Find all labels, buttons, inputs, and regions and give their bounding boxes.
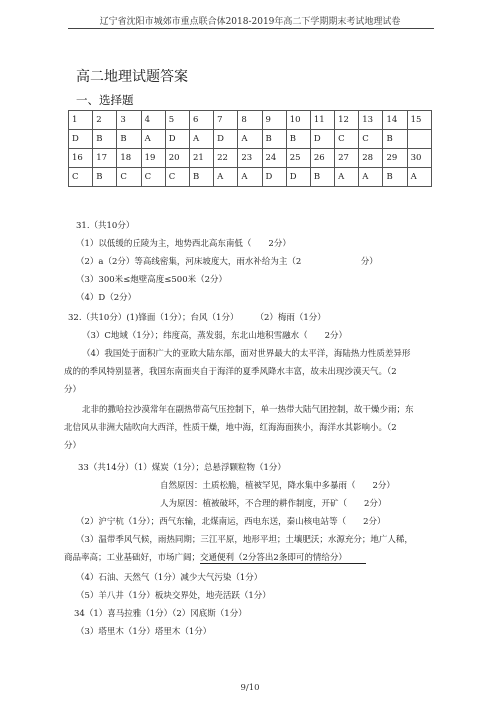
q32-part4-line2: 成的的季风特别显著，我国东南面夹自于海洋的夏季风降水丰富，故未出现沙漠天气。（2 — [64, 367, 397, 377]
answer-cell: A — [238, 130, 262, 149]
q33-part4: （4）石油、天然气（1分）减少大气污染（1分） — [76, 573, 263, 583]
question-number-cell: 28 — [359, 149, 383, 168]
answer-cell: D — [69, 130, 93, 149]
answer-cell: D — [165, 130, 189, 149]
question-number-row — [69, 111, 432, 130]
question-number-cell: 30 — [407, 149, 431, 168]
question-number-cell: 2 — [93, 111, 117, 130]
question-number-cell: 29 — [383, 149, 407, 168]
question-number-cell: 20 — [165, 149, 189, 168]
document-title: 高二地理试题答案 — [76, 69, 188, 85]
q33-part3-line1: （3）温带季风气候，雨热同期；三江平原，地形平坦；土壤肥沃；水源充分；地广人稀， — [76, 535, 413, 545]
question-number-cell: 22 — [214, 149, 238, 168]
answer-cell: B — [262, 130, 286, 149]
answer-cell: B — [383, 168, 407, 187]
q32-part4-line1: （4）我国处于面积广大的亚欧大陆东部，面对世界最大的太平洋，海陆热力性质差异形 — [82, 349, 411, 359]
question-number-cell: 5 — [165, 111, 189, 130]
question-number-cell: 15 — [407, 111, 431, 130]
q32-part4-line5: 北信风从非洲大陆吹向大西洋，性质干燥，地中海，红海海面狭小，海洋水其影响小。（2 — [64, 423, 397, 433]
page-header: 辽宁省沈阳市城郊市重点联合体2018-2019年高二下学期期末考试地理试卷 — [99, 17, 401, 27]
question-number-cell: 16 — [69, 149, 93, 168]
question-number-cell: 23 — [238, 149, 262, 168]
question-number-cell: 27 — [335, 149, 359, 168]
answer-cell: A — [238, 168, 262, 187]
question-number-cell: 18 — [117, 149, 141, 168]
question-number-cell: 21 — [189, 149, 213, 168]
answer-row — [69, 168, 432, 187]
q34-part1-2: 34（1）喜马拉雅（1分）（2）冈底斯（1分） — [74, 609, 247, 619]
answer-cell: D — [214, 130, 238, 149]
q32-part3: （3）C地域（1分）；纬度高，蒸发弱，东北山地积雪融水（ 2分） — [82, 331, 347, 341]
question-number-cell: 9 — [262, 111, 286, 130]
q34-part3: （3）塔里木（1分）塔里木（1分） — [76, 627, 212, 637]
answer-cell: A — [335, 168, 359, 187]
question-number-cell: 8 — [238, 111, 262, 130]
question-number-cell: 7 — [214, 111, 238, 130]
header-rule — [68, 28, 434, 29]
answer-cell: C — [359, 130, 383, 149]
q33-part5: （5）羊八井（1分）板块交界处，地壳活跃（1分） — [76, 591, 271, 601]
q32-part4-line4: 北非的撒哈拉沙漠常年在副热带高气压控制下，单一热带大陆气团控制，故干燥少雨；东 — [82, 405, 414, 415]
q33-part3-line2: 商品率高；工业基础好，市场广阔；交通便利（2分答出2条即可的情给分） — [64, 553, 347, 563]
question-number-row — [69, 149, 432, 168]
answer-cell: A — [189, 130, 213, 149]
q33-natural-causes: 自然原因：土质松脆，植被罕见，降水集中多暴雨（ 2分） — [160, 481, 395, 491]
question-number-cell: 26 — [310, 149, 334, 168]
page-number: 9/10 — [240, 683, 260, 693]
question-number-cell: 24 — [262, 149, 286, 168]
question-number-cell: 1 — [69, 111, 93, 130]
q32-part4-line6: 分） — [64, 441, 82, 451]
answer-cell: B — [93, 130, 117, 149]
underline — [200, 563, 366, 564]
answer-cell: C — [335, 130, 359, 149]
question-number-cell: 19 — [141, 149, 165, 168]
question-number-cell: 4 — [141, 111, 165, 130]
question-number-cell: 6 — [189, 111, 213, 130]
answer-cell: D — [262, 168, 286, 187]
q33-heading: 33（共14分）（1）煤炭（1分）；总悬浮颗粒物（1分） — [78, 463, 286, 473]
question-number-cell: 12 — [335, 111, 359, 130]
question-number-cell: 11 — [310, 111, 334, 130]
answer-cell: C — [117, 168, 141, 187]
answer-cell: B — [93, 168, 117, 187]
q32-part4-line3: 分） — [64, 385, 82, 395]
answer-cell — [407, 130, 431, 149]
answer-cell: B — [310, 168, 334, 187]
section-heading: 一、选择题 — [76, 93, 134, 107]
answer-cell: A — [141, 130, 165, 149]
question-number-cell: 3 — [117, 111, 141, 130]
question-number-cell: 10 — [286, 111, 310, 130]
answer-cell: B — [117, 130, 141, 149]
answer-cell: B — [189, 168, 213, 187]
answer-cell: B — [383, 130, 407, 149]
answer-cell: C — [165, 168, 189, 187]
answer-cell: A — [214, 168, 238, 187]
q31-part3: （3）300米≤炮壁高度≤500米（2分） — [76, 275, 228, 285]
answer-cell: D — [286, 168, 310, 187]
question-number-cell: 25 — [286, 149, 310, 168]
q32-heading: 32.（共10分）(1)锋面（1分）；台风（1分） （2）梅雨（1分） — [68, 313, 326, 323]
question-number-cell: 13 — [359, 111, 383, 130]
question-number-cell: 17 — [93, 149, 117, 168]
q31-part2: （2）a（2分）等高线密集，河床坡度大，雨水补给为主（2 分） — [76, 257, 378, 267]
answer-cell: D — [310, 130, 334, 149]
answer-cell: A — [359, 168, 383, 187]
answer-cell: C — [141, 168, 165, 187]
q31-heading: 31.（共10分） — [76, 221, 135, 231]
answer-cell: B — [286, 130, 310, 149]
q31-part1: （1）以低缓的丘陵为主，地势西北高东南低（ 2分） — [76, 239, 291, 249]
q33-human-causes: 人为原因：植被破坏，不合理的耕作制度，开矿（ 2分） — [160, 499, 387, 509]
answer-cell: A — [407, 168, 431, 187]
q33-part2: （2）沪宁杭（1分）；西气东输，北煤南运，西电东送，秦山核电站等（ 2分） — [76, 517, 386, 527]
question-number-cell: 14 — [383, 111, 407, 130]
answer-cell: C — [69, 168, 93, 187]
q31-part4: （4）D（2分） — [76, 293, 137, 303]
answer-table — [68, 110, 432, 187]
answer-row — [69, 130, 432, 149]
